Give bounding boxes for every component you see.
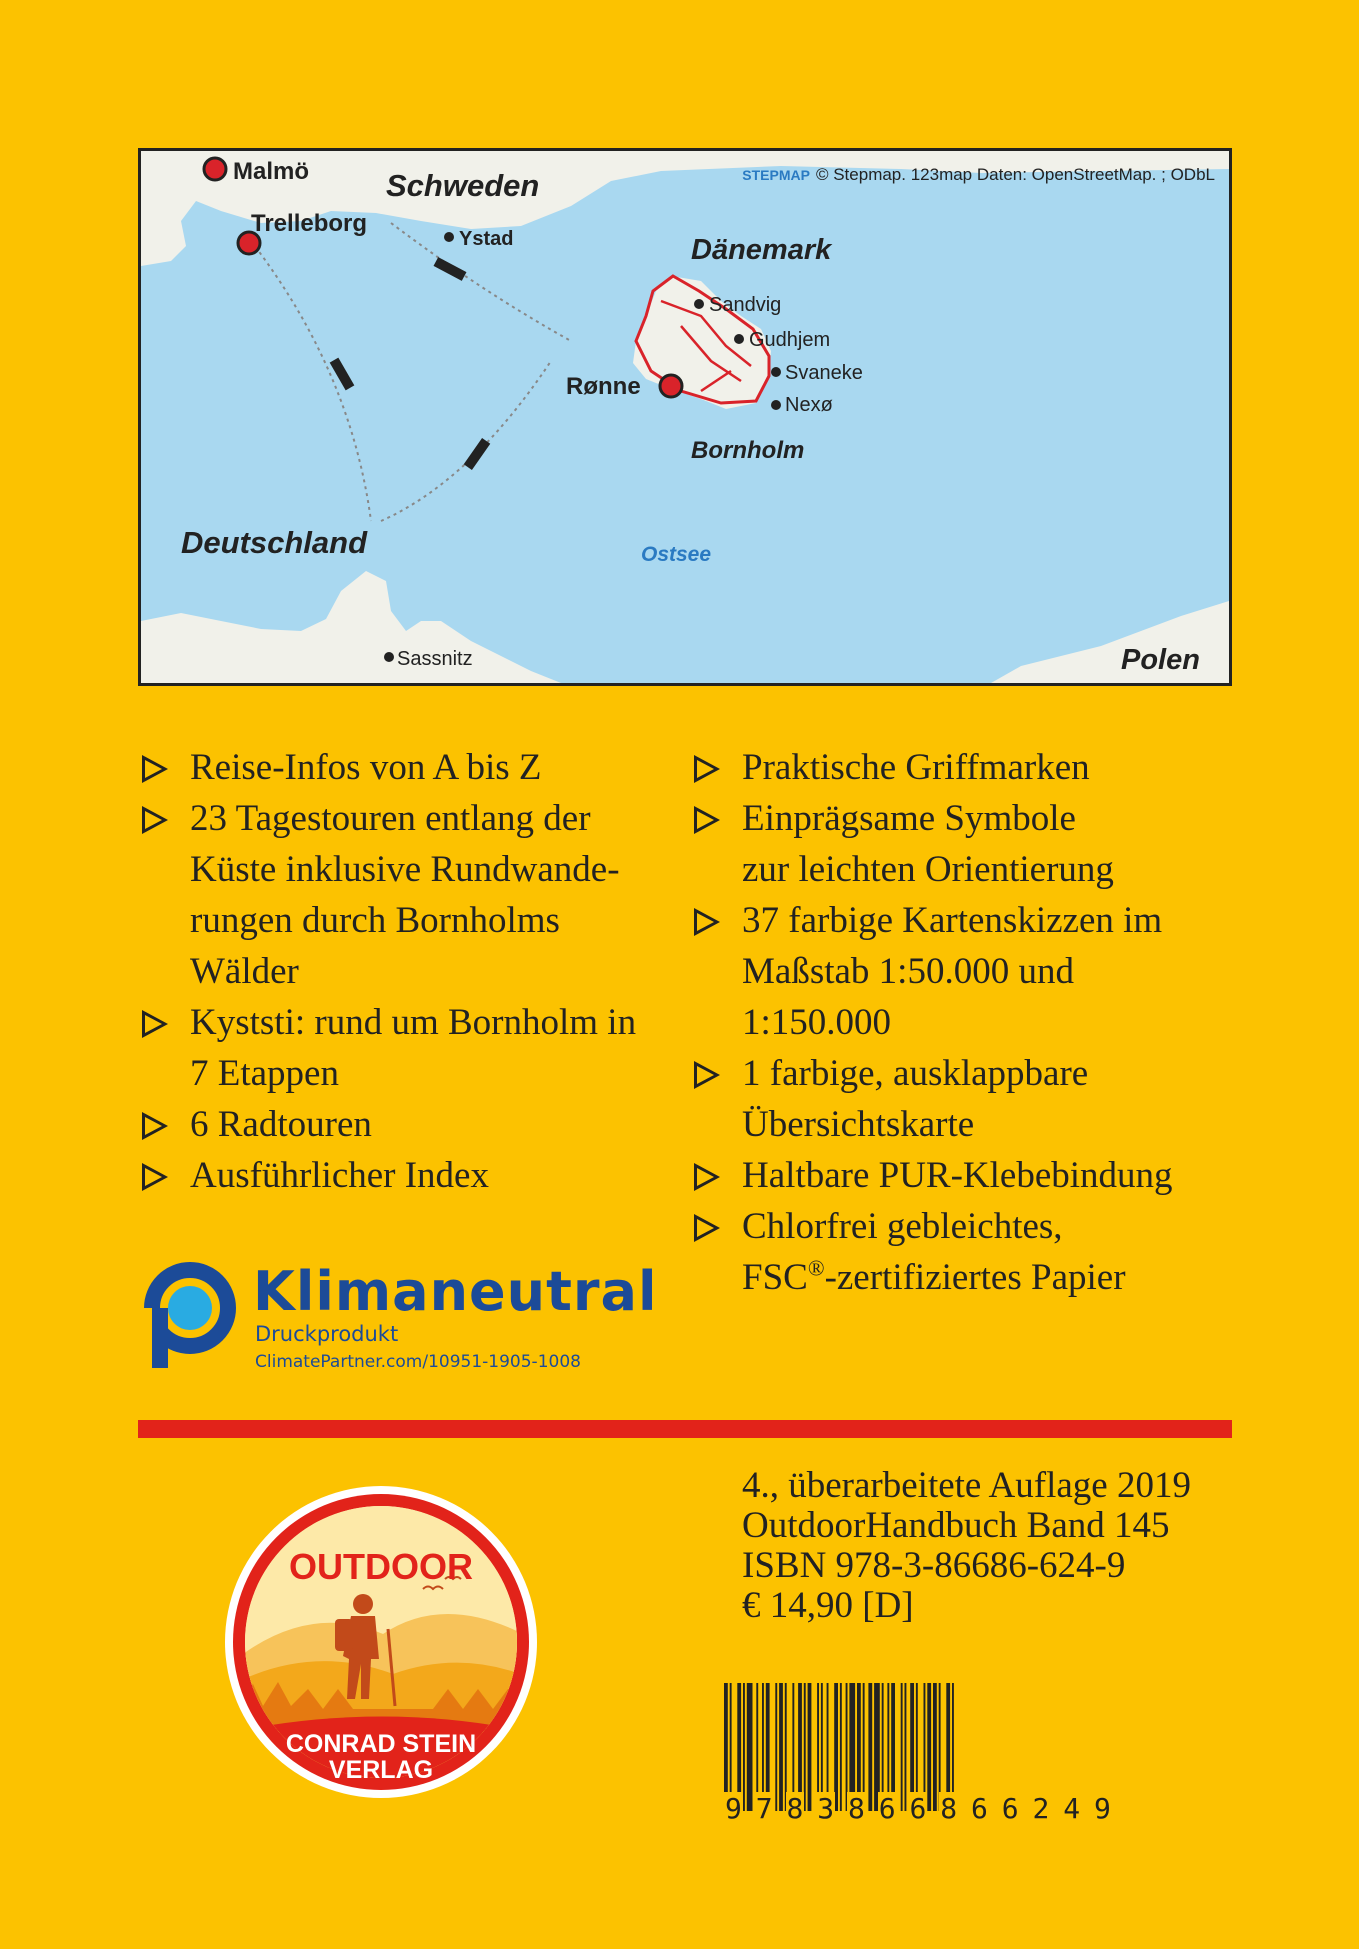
triangle-bullet-icon [694, 1163, 720, 1191]
seal-top-text: OUTDOOR [289, 1546, 473, 1587]
label-gudhjem: Gudhjem [749, 329, 831, 351]
feature-line: Reise-Infos von A bis Z [190, 747, 542, 788]
feature-line: 23 Tagestouren entlang der [190, 798, 591, 839]
feature-line: 1 farbige, ausklappbare [742, 1053, 1089, 1094]
barcode-digit: 8 [848, 1792, 865, 1825]
label-schweden: Schweden [386, 168, 540, 203]
label-nexoe: Nexø [785, 394, 833, 416]
feature-line: Haltbare PUR-Klebebindung [742, 1155, 1173, 1196]
climate-neutral-badge [138, 1258, 658, 1378]
feature-item [138, 1150, 668, 1201]
series-line: OutdoorHandbuch Band 145 [742, 1505, 1170, 1546]
triangle-bullet-icon [142, 1163, 168, 1191]
barcode-digit: 8 [786, 1792, 804, 1825]
feature-item [138, 793, 668, 997]
marker-roenne [660, 375, 682, 397]
feature-line: 1:150.000 [742, 1002, 892, 1043]
label-polen: Polen [1121, 644, 1200, 676]
triangle-bullet-icon [694, 755, 720, 783]
barcode-digit: 2 [1032, 1792, 1050, 1825]
barcode-digit: 6 [1001, 1792, 1019, 1825]
label-deutschland: Deutschland [181, 525, 368, 560]
feature-item [138, 997, 668, 1099]
barcode-digits [724, 1792, 1112, 1825]
label-ostsee: Ostsee [641, 543, 712, 566]
feature-item [690, 742, 1270, 793]
barcode-digit: 4 [1063, 1792, 1081, 1825]
feature-line: Wälder [190, 951, 299, 992]
climate-partner-logo-icon [138, 1258, 242, 1370]
label-svaneke: Svaneke [785, 362, 863, 384]
feature-line: Einprägsame Symbole [742, 798, 1076, 839]
ferry-route-sassnitz [381, 361, 551, 521]
marker-svaneke [771, 367, 781, 377]
barcode-digit: 3 [817, 1792, 835, 1825]
triangle-bullet-icon [142, 806, 168, 834]
feature-line: zur leichten Orientierung [742, 849, 1114, 890]
feature-line: 6 Radtouren [190, 1104, 372, 1145]
climate-subtitle: Druckprodukt [255, 1322, 399, 1346]
feature-line: Praktische Griffmarken [742, 747, 1090, 788]
feature-line: Kyststi: rund um Bornholm in [190, 1002, 637, 1043]
map-credit [742, 165, 1215, 185]
map-credit-text: © Stepmap. 123map Daten: OpenStreetMap. ; ODbL [815, 165, 1215, 184]
feature-item [138, 742, 668, 793]
fsc-suffix: -zertifiziertes Papier [824, 1257, 1126, 1298]
feature-item [690, 1048, 1270, 1150]
fsc-prefix: FSC [742, 1257, 808, 1298]
feature-item [690, 895, 1270, 1048]
feature-item [690, 1150, 1270, 1201]
label-sandvig: Sandvig [709, 294, 782, 316]
barcode-digit: 6 [878, 1792, 896, 1825]
barcode-digit: 8 [940, 1792, 958, 1825]
ferry-icon-2 [330, 358, 355, 391]
feature-item [690, 793, 1270, 895]
label-malmoe: Malmö [233, 158, 310, 185]
ferry-icon-3 [464, 438, 491, 470]
registered-mark: ® [807, 1255, 825, 1281]
feature-line: Ausführlicher Index [190, 1155, 489, 1196]
publication-info [742, 1466, 1191, 1626]
triangle-bullet-icon [694, 806, 720, 834]
map-graphic [141, 151, 1229, 683]
ferry-icon-1 [434, 257, 467, 281]
triangle-bullet-icon [694, 908, 720, 936]
feature-line: Maßstab 1:50.000 und [742, 951, 1074, 992]
label-trelleborg: Trelleborg [251, 210, 368, 237]
triangle-bullet-icon [142, 755, 168, 783]
red-divider [138, 1420, 1232, 1438]
feature-line: Chlorfrei gebleichtes, [742, 1206, 1063, 1247]
feature-line: 7 Etappen [190, 1053, 339, 1094]
outdoor-publisher-seal [223, 1484, 539, 1800]
seal-bottom-line1: CONRAD STEIN [285, 1730, 477, 1758]
land-germany [141, 571, 561, 683]
feature-line: 37 farbige Kartenskizzen im [742, 900, 1163, 941]
feature-item [138, 1099, 668, 1150]
marker-malmoe [204, 158, 226, 180]
feature-line: Übersichtskarte [742, 1104, 975, 1145]
feature-line: rungen durch Bornholms [190, 900, 560, 941]
marker-ystad [444, 232, 454, 242]
hiker-logo-icon [223, 1484, 539, 1800]
feature-line: Küste inklusive Rundwande- [190, 849, 620, 890]
price-line: € 14,90 [D] [742, 1585, 914, 1626]
feature-item [690, 1201, 1270, 1303]
isbn-line: ISBN 978-3-86686-624-9 [742, 1545, 1126, 1586]
ferry-route-trelleborg [251, 241, 371, 521]
label-roenne: Rønne [566, 373, 641, 400]
stepmap-logo: STEPMAP [742, 167, 810, 183]
marker-sassnitz [384, 652, 394, 662]
barcode-digit: 6 [909, 1792, 927, 1825]
marker-sandvig [694, 299, 704, 309]
barcode-digit: 9 [725, 1792, 742, 1825]
barcode-digit: 9 [1094, 1792, 1111, 1825]
climate-url: ClimatePartner.com/10951-1905-1008 [255, 1352, 581, 1372]
triangle-bullet-icon [694, 1061, 720, 1089]
marker-gudhjem [734, 334, 744, 344]
triangle-bullet-icon [142, 1112, 168, 1140]
feature-list-left [138, 742, 668, 1201]
edition-line: 4., überarbeitete Auflage 2019 [742, 1465, 1191, 1506]
label-bornholm: Bornholm [691, 437, 805, 464]
label-ystad: Ystad [459, 228, 514, 250]
triangle-bullet-icon [142, 1010, 168, 1038]
barcode-digit: 7 [755, 1792, 773, 1825]
triangle-bullet-icon [694, 1214, 720, 1242]
label-sassnitz: Sassnitz [397, 648, 473, 670]
label-daenemark: Dänemark [691, 234, 832, 266]
feature-line-fsc [742, 1252, 1270, 1303]
barcode-digit: 6 [971, 1792, 988, 1825]
seal-bottom-line2: VERLAG [328, 1756, 434, 1784]
overview-map [138, 148, 1232, 686]
marker-nexoe [771, 400, 781, 410]
feature-list-right [690, 742, 1270, 1303]
climate-title: Klimaneutral [253, 1260, 658, 1323]
